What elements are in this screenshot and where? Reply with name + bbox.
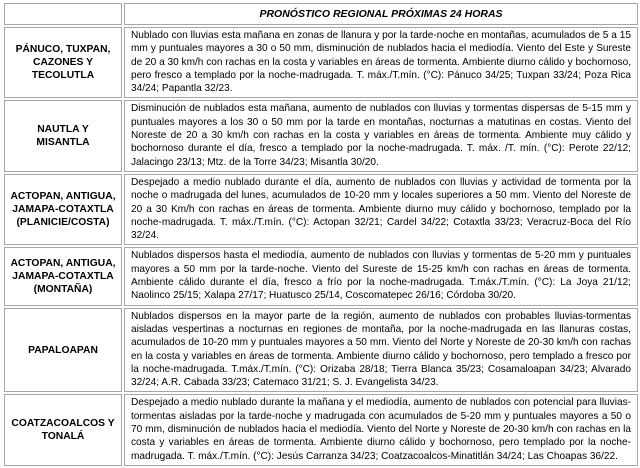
forecast-text: Disminución de nublados esta mañana, aumento de nublados con lluvias y tormentas dispersas de 5-15 mm y puntuales mayores a los 30 o 50 mm por la tarde en montañas, nocturnas a matutinas en costas. Viento del Noreste de 20 a 30 km/h con rachas en la costa y variables en áreas de tormenta. Ambiente muy cálido y bochornoso durante el día, fresco a templado por la noche-madrugada. T. máx. /T. mín. (°C): Perote 22/12; Jalacingo 23/13; Mtz. de la Torre 34/23; Misantla 30/20. bbox=[124, 100, 638, 171]
forecast-text: Despejado a medio nublado durante la mañana y el mediodía, aumento de nublados con potencial para lluvias-tormentas aisladas por la tarde-noche y madrugada con acumulados de 5-20 mm y puntuales mayores a 50 o 70 mm, disminución de nublados hacia el mediodía. Viento del Norte y Noreste de 20-30 km/h con rachas en la costa y variables en áreas de tormenta. Ambiente diurno cálido y bochornoso, pero templado por la noche-madrugada. T. máx./T.mín. (°C): Jesús Carranza 34/23; Coatzacoalcos-Minatitlán 34/24; Las Choapas 36/22. bbox=[124, 394, 638, 465]
table-row bbox=[4, 394, 638, 465]
region-name: NAUTLA Y MISANTLA bbox=[4, 100, 122, 171]
region-name: COATZACOALCOS Y TONALÁ bbox=[4, 394, 122, 465]
table-row bbox=[4, 27, 638, 98]
table-row bbox=[4, 100, 638, 171]
header-empty-cell bbox=[4, 3, 122, 25]
table-row bbox=[4, 308, 638, 393]
table-header-row bbox=[4, 3, 638, 25]
region-name: PAPALOAPAN bbox=[4, 308, 122, 393]
table-title: PRONÓSTICO REGIONAL PRÓXIMAS 24 HORAS bbox=[124, 3, 638, 25]
forecast-text: Nublados dispersos hasta el mediodía, aumento de nublados con lluvias y tormentas de 5-20 mm y puntuales mayores a 50 mm por la tarde-noche. Viento del Sureste de 15-25 km/h con rachas en áreas de tormenta. Ambiente cálido durante el día, fresco a frío por la noche-madrugada. T.máx./T.mín. (°C): La Joya 21/12; Naolinco 25/15; Xalapa 27/17; Huatusco 25/14, Coscomatepec 26/16; Córdoba 30/20. bbox=[124, 247, 638, 305]
regional-forecast-table bbox=[2, 1, 640, 468]
forecast-text: Nublado con lluvias esta mañana en zonas de llanura y por la tarde-noche en montañas, acumulados de 5 a 15 mm y puntuales mayores a 30 o 50 mm, disminución de nublados hacia el mediodía. Viento del Este y Sureste de 20 a 30 km/h con rachas en la costa y variables en áreas de tormenta. Ambiente diurno cálido y bochornoso, pero fresco a templado por la noche-madrugada. T. máx./T.mín. (°C): Pánuco 34/25; Tuxpan 33/24; Poza Rica 34/24; Papantla 32/23. bbox=[124, 27, 638, 98]
table-row bbox=[4, 247, 638, 305]
table-row bbox=[4, 174, 638, 245]
region-name: ACTOPAN, ANTIGUA, JAMAPA-COTAXTLA (PLANICIE/COSTA) bbox=[4, 174, 122, 245]
region-name: PÁNUCO, TUXPAN, CAZONES Y TECOLUTLA bbox=[4, 27, 122, 98]
forecast-text: Nublados dispersos en la mayor parte de la región, aumento de nublados con probables lluvias-tormentas aisladas vespertinas a nocturnas en regiones de montaña, por la noche-madrugada en las llanuras costas, acumulados de 10-20 mm y puntuales mayores a 50 mm. Viento del Norte y Noreste de 20-30 km/h con rachas en la costa y variables en áreas de tormenta. Ambiente diurno cálido y bochornoso, pero templado a fresco por la noche-madrugada. T.máx./T.mín. (°C): Orizaba 28/18; Tierra Blanca 35/23; Cosamaloapan 34/23; Alvarado 32/24; A.R. Cabada 33/23; Catemaco 31/21; S. J. Evangelista 34/23. bbox=[124, 308, 638, 393]
region-name: ACTOPAN, ANTIGUA, JAMAPA-COTAXTLA (MONTAÑA) bbox=[4, 247, 122, 305]
forecast-text: Despejado a medio nublado durante el día, aumento de nublados con lluvias y actividad de tormenta por la noche o madrugada del lunes, acumulados de 10-20 mm y locales superiores a 50 mm. Viento del Noreste de 20 a 30 Km/h con rachas en áreas de tormenta. Ambiente diurno muy cálido y bochornoso, templado por la noche-madrugada. T. máx./T.mín. (°C): Actopan 32/21; Cardel 34/22; Cotaxtla 33/23; Veracruz-Boca del Río 32/24. bbox=[124, 174, 638, 245]
